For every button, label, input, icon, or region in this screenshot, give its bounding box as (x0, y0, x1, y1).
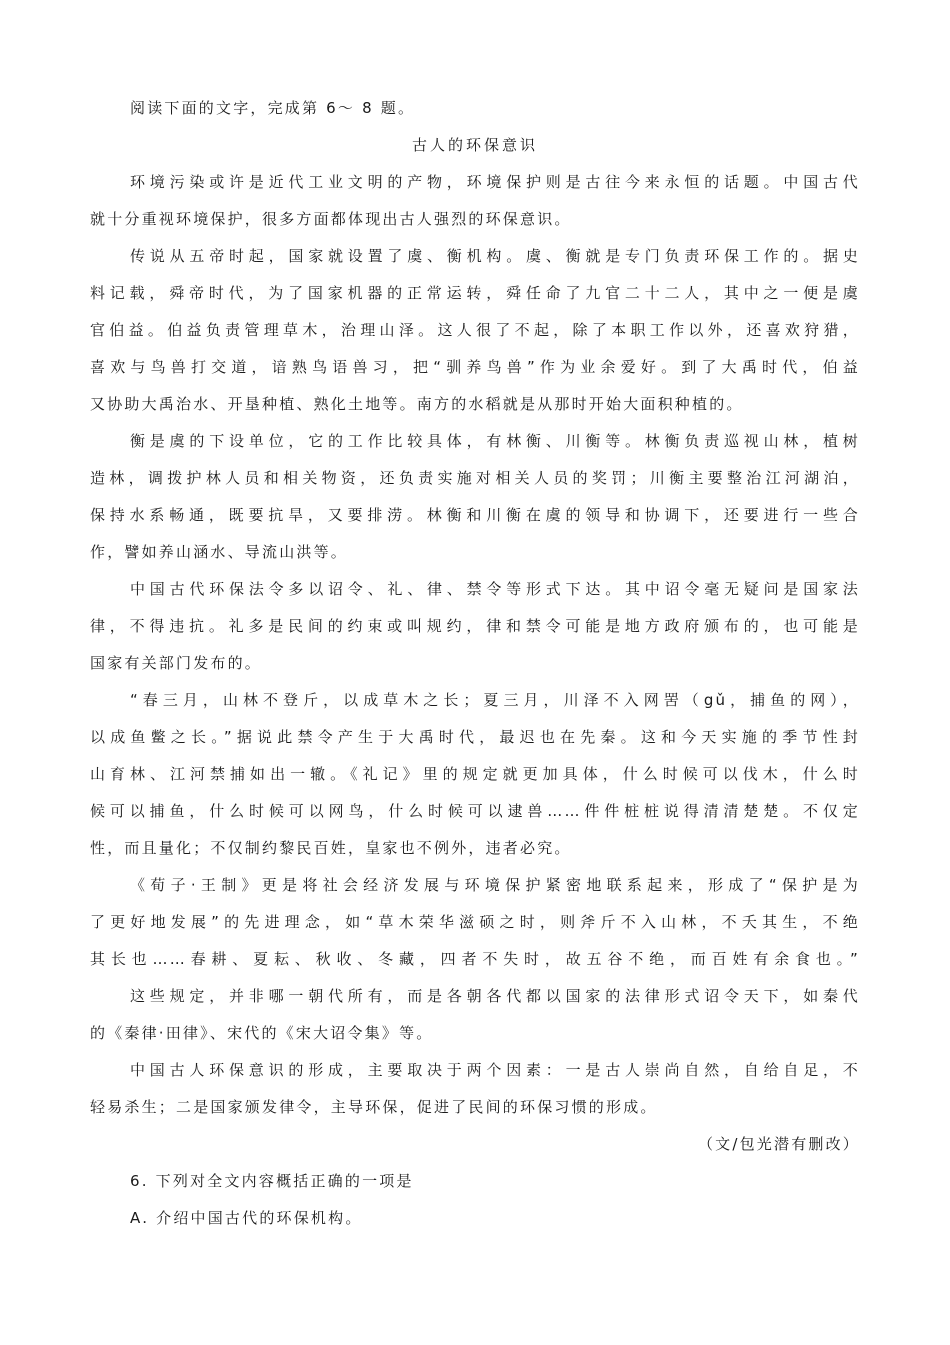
article-body (90, 164, 860, 1126)
instruction-text: 阅读下面的文字，完成第 6～ 8 题。 (130, 99, 416, 117)
question-text: 6. 下列对全文内容概括正确的一项是 (130, 1172, 414, 1190)
paragraph-line: “春三月，山林不登斤，以成草木之长；夏三月，川泽不入网罟（gǔ，捕鱼的网）， (130, 691, 860, 709)
paragraph-line: 喜欢与鸟兽打交道，谙熟鸟语兽习，把“驯养鸟兽”作为业余爱好。到了大禹时代，伯益 (90, 358, 860, 376)
paragraph-line: 候可以捕鱼，什么时候可以网鸟，什么时候可以逮兽……件件桩桩说得清清楚楚。不仅定 (90, 802, 860, 820)
paragraph-line: 保持水系畅通，既要抗旱，又要排涝。林衡和川衡在虞的领导和协调下，还要进行一些合 (90, 506, 860, 524)
document-page (90, 90, 860, 1237)
paragraph-line: 律，不得违抗。礼多是民间的约束或叫规约，律和禁令可能是地方政府颁布的，也可能是 (90, 617, 860, 635)
paragraph-line: 轻易杀生；二是国家颁发律令，主导环保，促进了民间的环保习惯的形成。 (90, 1098, 658, 1116)
paragraph-line: 官伯益。伯益负责管理草木，治理山泽。这人很了不起，除了本职工作以外，还喜欢狩猎， (90, 321, 860, 339)
paragraph-line: 《荀子·王制》更是将社会经济发展与环境保护紧密地联系起来，形成了“保护是为 (130, 876, 860, 894)
paragraph-line: 性，而且量化；不仅制约黎民百姓，皇家也不例外，违者必究。 (90, 839, 572, 857)
paragraph-line: 中国古代环保法令多以诏令、礼、律、禁令等形式下达。其中诏令毫无疑问是国家法 (130, 580, 860, 598)
paragraph-line: 了更好地发展”的先进理念，如“草木荣华滋硕之时，则斧斤不入山林，不夭其生，不绝 (90, 913, 860, 931)
paragraph-line: 作，譬如养山涵水、导流山洪等。 (90, 543, 349, 561)
paragraph-line: 就十分重视环境保护，很多方面都体现出古人强烈的环保意识。 (90, 210, 572, 228)
paragraph-line: 山育林、江河禁捕如出一辙。《礼记》里的规定就更加具体，什么时候可以伐木，什么时 (90, 765, 860, 783)
paragraph-line: 环境污染或许是近代工业文明的产物，环境保护则是古往今来永恒的话题。中国古代 (130, 173, 860, 191)
paragraph-line: 以成鱼鳖之长。”据说此禁令产生于大禹时代，最迟也在先秦。这和今天实施的季节性封 (90, 728, 860, 746)
paragraph-line: 其长也……春耕、夏耘、秋收、冬藏，四者不失时，故五谷不绝，而百姓有余食也。” (90, 950, 860, 968)
article-title: 古人的环保意识 (411, 136, 538, 154)
source-attribution: （文/包光潜有删改） (697, 1135, 860, 1153)
paragraph-line: 中国古人环保意识的形成，主要取决于两个因素：一是古人崇尚自然，自给自足，不 (130, 1061, 860, 1079)
paragraph-line: 衡是虞的下设单位，它的工作比较具体，有林衡、川衡等。林衡负责巡视山林，植树 (130, 432, 860, 450)
paragraph-line: 的《秦律·田律》、宋代的《宋大诏令集》等。 (90, 1024, 434, 1042)
option-a: A. 介绍中国古代的环保机构。 (130, 1209, 363, 1227)
paragraph-line: 料记载，舜帝时代，为了国家机器的正常运转，舜任命了九官二十二人，其中之一便是虞 (90, 284, 860, 302)
paragraph-line: 这些规定，并非哪一朝代所有，而是各朝各代都以国家的法律形式诏令天下，如秦代 (130, 987, 860, 1005)
paragraph-line: 传说从五帝时起，国家就设置了虞、衡机构。虞、衡就是专门负责环保工作的。据史 (130, 247, 860, 265)
paragraph-line: 又协助大禹治水、开垦种植、熟化土地等。南方的水稻就是从那时开始大面积种植的。 (90, 395, 744, 413)
paragraph-line: 国家有关部门发布的。 (90, 654, 263, 672)
paragraph-line: 造林，调拨护林人员和相关物资，还负责实施对相关人员的奖罚；川衡主要整治江河湖泊， (90, 469, 860, 487)
